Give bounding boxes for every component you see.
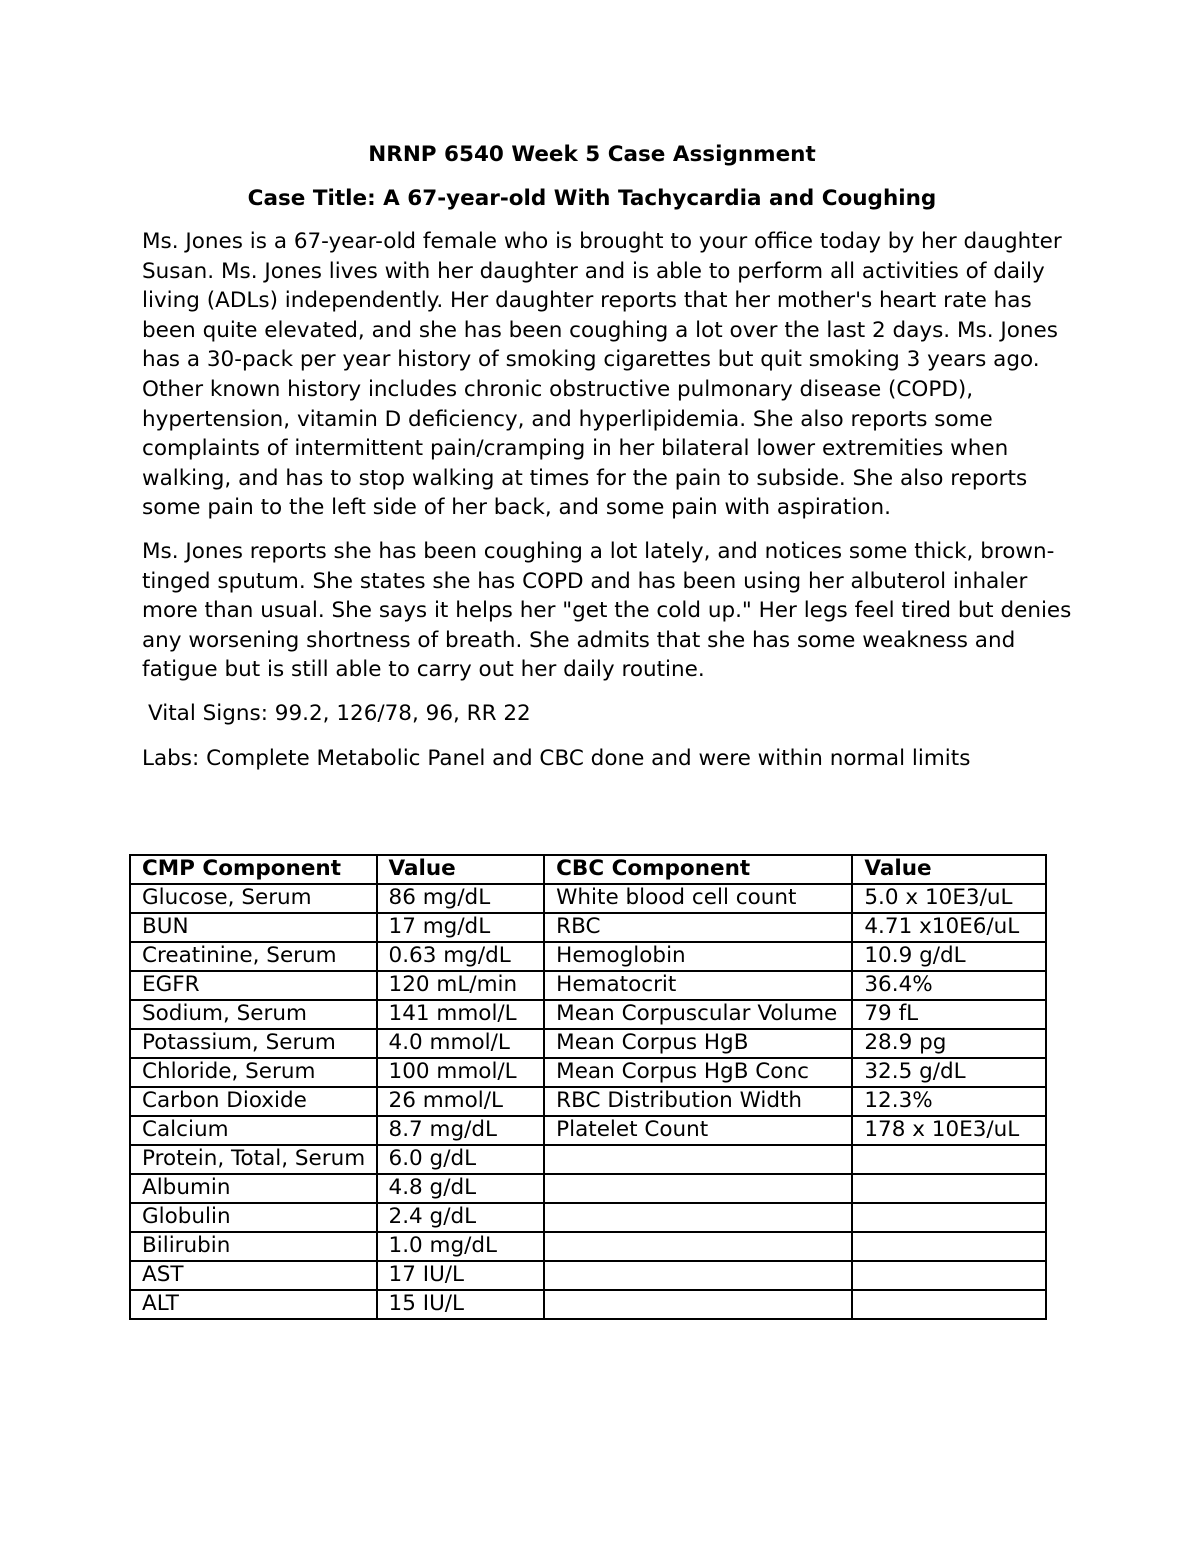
cmp-component-cell: Sodium, Serum — [130, 1000, 377, 1029]
cbc-value-cell: 178 x 10E3/uL — [852, 1116, 1046, 1145]
cbc-component-cell: Platelet Count — [544, 1116, 852, 1145]
cbc-component-cell — [544, 1232, 852, 1261]
cmp-value-cell: 17 mg/dL — [377, 913, 545, 942]
lab-table-body — [130, 884, 1046, 1319]
table-row — [130, 942, 1046, 971]
cmp-component-cell: Carbon Dioxide — [130, 1087, 377, 1116]
header-cmp-component: CMP Component — [130, 855, 377, 884]
cbc-component-cell — [544, 1261, 852, 1290]
table-row — [130, 1290, 1046, 1319]
cbc-value-cell: 79 fL — [852, 1000, 1046, 1029]
cmp-value-cell: 15 IU/L — [377, 1290, 545, 1319]
table-row — [130, 884, 1046, 913]
cmp-value-cell: 8.7 mg/dL — [377, 1116, 545, 1145]
cbc-value-cell — [852, 1174, 1046, 1203]
cmp-value-cell: 1.0 mg/dL — [377, 1232, 545, 1261]
table-row — [130, 971, 1046, 1000]
cbc-value-cell — [852, 1290, 1046, 1319]
labs-summary: Labs: Complete Metabolic Panel and CBC done and were within normal limits — [142, 745, 971, 771]
cmp-value-cell: 2.4 g/dL — [377, 1203, 545, 1232]
cbc-value-cell: 10.9 g/dL — [852, 942, 1046, 971]
lab-results-table — [129, 854, 1047, 1320]
cmp-value-cell: 17 IU/L — [377, 1261, 545, 1290]
cmp-component-cell: Chloride, Serum — [130, 1058, 377, 1087]
header-cbc-component: CBC Component — [544, 855, 852, 884]
cbc-value-cell: 36.4% — [852, 971, 1046, 1000]
cbc-value-cell: 32.5 g/dL — [852, 1058, 1046, 1087]
cbc-value-cell — [852, 1232, 1046, 1261]
cmp-component-cell: Protein, Total, Serum — [130, 1145, 377, 1174]
cmp-component-cell: Creatinine, Serum — [130, 942, 377, 971]
table-row — [130, 1261, 1046, 1290]
cbc-component-cell: White blood cell count — [544, 884, 852, 913]
cmp-value-cell: 0.63 mg/dL — [377, 942, 545, 971]
cbc-component-cell — [544, 1174, 852, 1203]
vital-signs: Vital Signs: 99.2, 126/78, 96, RR 22 — [148, 700, 531, 726]
cmp-component-cell: EGFR — [130, 971, 377, 1000]
cmp-value-cell: 4.0 mmol/L — [377, 1029, 545, 1058]
cbc-component-cell: Hematocrit — [544, 971, 852, 1000]
cmp-component-cell: Potassium, Serum — [130, 1029, 377, 1058]
cbc-component-cell — [544, 1203, 852, 1232]
cmp-component-cell: BUN — [130, 913, 377, 942]
table-row — [130, 1087, 1046, 1116]
cmp-component-cell: Calcium — [130, 1116, 377, 1145]
document-title: NRNP 6540 Week 5 Case Assignment — [368, 142, 816, 167]
cmp-component-cell: Globulin — [130, 1203, 377, 1232]
cbc-value-cell: 4.71 x10E6/uL — [852, 913, 1046, 942]
document-page — [142, 140, 1072, 778]
cmp-value-cell: 86 mg/dL — [377, 884, 545, 913]
case-title: Case Title: A 67-year-old With Tachycardia and Coughing — [247, 186, 937, 211]
case-paragraph-symptoms: Ms. Jones reports she has been coughing a lot lately, and notices some thick, brown-tinged sputum. She states she has COPD and has been using her albuterol inhaler more than usual. She says it helps her "get the cold up." Her legs feel tired but denies any worsening shortness of breath. She admits that she has some weakness and fatigue but is still able to carry out her daily routine. — [142, 538, 1072, 683]
table-row — [130, 1000, 1046, 1029]
table-header-row — [130, 855, 1046, 884]
cbc-value-cell: 28.9 pg — [852, 1029, 1046, 1058]
cmp-component-cell: AST — [130, 1261, 377, 1290]
cmp-value-cell: 141 mmol/L — [377, 1000, 545, 1029]
cbc-component-cell: RBC Distribution Width — [544, 1087, 852, 1116]
cbc-component-cell: Mean Corpus HgB Conc — [544, 1058, 852, 1087]
case-paragraph-history: Ms. Jones is a 67-year-old female who is brought to your office today by her daughter Susan. Ms. Jones lives with her daughter and is able to perform all activities of daily living (ADLs) independently. Her daughter reports that her mother's heart rate has been quite elevated, and she has been coughing a lot over the last 2 days. Ms. Jones has a 30-pack per year history of smoking cigarettes but quit smoking 3 years ago. Other known history includes chronic obstructive pulmonary disease (COPD), hypertension, vitamin D deficiency, and hyperlipidemia. She also reports some complaints of intermittent pain/cramping in her bilateral lower extremities when walking, and has to stop walking at times for the pain to subside. She also reports some pain to the left side of her back, and some pain with aspiration. — [142, 229, 1062, 521]
table-row — [130, 1058, 1046, 1087]
table-row — [130, 1203, 1046, 1232]
table-row — [130, 1145, 1046, 1174]
cmp-component-cell: Glucose, Serum — [130, 884, 377, 913]
cmp-component-cell: Albumin — [130, 1174, 377, 1203]
cbc-component-cell: Mean Corpus HgB — [544, 1029, 852, 1058]
header-cbc-value: Value — [852, 855, 1046, 884]
cbc-component-cell — [544, 1290, 852, 1319]
cmp-value-cell: 4.8 g/dL — [377, 1174, 545, 1203]
cmp-value-cell: 100 mmol/L — [377, 1058, 545, 1087]
table-row — [130, 1029, 1046, 1058]
cbc-value-cell: 12.3% — [852, 1087, 1046, 1116]
cbc-value-cell — [852, 1145, 1046, 1174]
table-row — [130, 1174, 1046, 1203]
cbc-value-cell — [852, 1203, 1046, 1232]
table-row — [130, 1116, 1046, 1145]
cmp-component-cell: ALT — [130, 1290, 377, 1319]
cbc-value-cell: 5.0 x 10E3/uL — [852, 884, 1046, 913]
header-cmp-value: Value — [377, 855, 545, 884]
cbc-component-cell: Hemoglobin — [544, 942, 852, 971]
cmp-value-cell: 120 mL/min — [377, 971, 545, 1000]
cmp-value-cell: 26 mmol/L — [377, 1087, 545, 1116]
cmp-component-cell: Bilirubin — [130, 1232, 377, 1261]
cbc-component-cell: RBC — [544, 913, 852, 942]
cmp-value-cell: 6.0 g/dL — [377, 1145, 545, 1174]
cbc-component-cell — [544, 1145, 852, 1174]
table-row — [130, 913, 1046, 942]
cbc-value-cell — [852, 1261, 1046, 1290]
cbc-component-cell: Mean Corpuscular Volume — [544, 1000, 852, 1029]
table-row — [130, 1232, 1046, 1261]
